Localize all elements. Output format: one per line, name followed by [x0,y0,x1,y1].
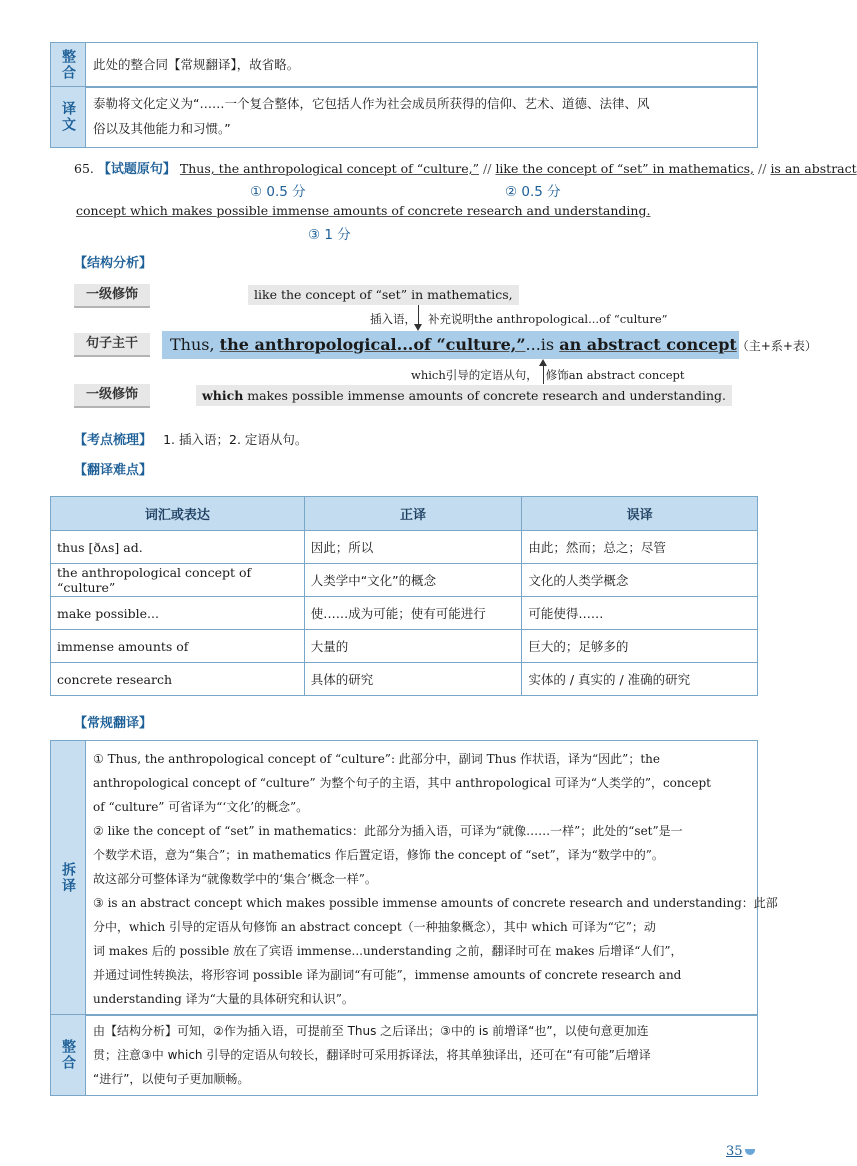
points-row [74,429,307,448]
segment-1: Thus, the anthropological concept of “culture,” [179,161,480,176]
table-header-row [51,497,758,531]
split-line: ① Thus, the anthropological concept of “culture”: 此部分中，副词 Thus 作状语，译为“因此”；the [93,752,660,766]
table-row [51,597,758,630]
regular-heading: 【常规翻译】 [74,716,153,731]
split-line: 故这部分可整体译为“就像数学中的‘集合’概念一样”。 [93,872,377,886]
split-line: ② like the concept of “set” in mathematics：此部分为插入语，可译为“就像……一样”；此处的“set”是一 [93,824,683,838]
term-cell: immense amounts of [51,630,305,663]
translation-line-1: 泰勒将文化定义为“……一个复合整体，它包括人作为社会成员所获得的信仰、艺术、道德、法律、风 [93,96,650,111]
structure-heading: 【结构分析】 [74,256,153,271]
split-line: of “culture” 可省译为“‘文化’的概念”。 [93,800,309,814]
table-row [51,630,758,663]
split-line: 分中，which 引导的定语从句修饰 an abstract concept（一种抽象概念），其中 which 可译为“它”；动 [93,920,656,934]
split-line: understanding 译为“大量的具体研究和认识”。 [93,992,354,1006]
split-label: 拆译 [51,741,86,1015]
column-header: 误译 [522,497,758,531]
translation-label: 译文 [51,87,86,147]
split-line: anthropological concept of “culture” 为整个句子的主语，其中 anthropological 可译为“人类学的”，concept [93,776,711,790]
term-cell: make possible... [51,597,305,630]
points-heading: 【考点梳理】 [74,433,153,448]
parenthetical-text: like the concept of “set” in mathematics, [248,285,519,305]
merge-line: “进行”，以使句子更加顺畅。 [93,1072,250,1086]
table-row [51,531,758,564]
wrong-translation-cell: 文化的人类学概念 [522,564,758,597]
main-clause-tag: 句子主干 [74,333,150,357]
top-summary-box [50,42,758,88]
term-cell: concrete research [51,663,305,696]
term-cell: thus [ðʌs] ad. [51,531,305,564]
score-3: ③ 1 分 [308,227,351,243]
split-line: ③ is an abstract concept which makes possible immense amounts of concrete research and understanding：此部 [93,896,778,910]
merge-line: 贯；注意③中 which 引导的定语从句较长，翻译时可采用拆译法，将其单独译出，还可在“有可能”后增译 [93,1048,651,1062]
right-translation-cell: 因此；所以 [304,531,522,564]
page-number: 35 [726,1144,755,1159]
separator-1: // [483,161,492,176]
clause-note: which引导的定语从句， 修饰an abstract concept [411,368,685,382]
split-translation-box [50,740,778,1016]
q65-sentence-line-1 [74,158,857,177]
main-clause: Thus, the anthropological...of “culture,”...is an abstract concept（主+系+表） [162,331,739,359]
arrow-down-head [414,324,422,331]
separator-2: // [758,161,767,176]
wrong-translation-cell: 巨大的；足够多的 [522,630,758,663]
right-translation-cell: 具体的研究 [304,663,522,696]
translation-line-2: 俗以及其他能力和习惯。” [93,121,231,136]
vocab-table [50,496,758,696]
split-line: 词 makes 后的 possible 放在了宾语 immense...understanding 之前，翻译时可在 makes 后增译“人们”， [93,944,683,958]
right-translation-cell: 大量的 [304,630,522,663]
original-sentence-tag: 【试题原句】 [97,162,176,177]
arrow-up-head [539,359,547,366]
points-text: 1. 插入语；2. 定语从句。 [163,432,308,447]
split-text [93,747,778,1011]
relative-clause: which makes possible immense amounts of concrete research and understanding. [196,385,732,406]
table-row [51,564,758,597]
merge-text-2 [93,1019,749,1091]
merge-text: 此处的整合同【常规翻译】，故省略。 [93,57,300,72]
difficulty-heading: 【翻译难点】 [74,463,153,478]
merge-line: 由【结构分析】可知，②作为插入语，可提前至 Thus 之后译出；③中的 is 前增译“也”，以使句意更加连 [93,1024,649,1038]
column-header: 词汇或表达 [51,497,305,531]
segment-3a: is an abstract [770,161,857,176]
score-2: ② 0.5 分 [505,184,561,200]
translation-box [50,86,758,148]
merge-translation-box [50,1014,758,1096]
score-1: ① 0.5 分 [250,184,306,200]
segment-3b: concept which makes possible immense amounts of concrete research and understanding. [76,203,651,218]
structure-pattern: （主+系+表） [736,339,817,353]
subject: the anthropological...of “culture,” [219,335,526,354]
merge-label-2: 整合 [51,1015,86,1095]
modifier-tag-top: 一级修饰 [74,284,150,308]
right-translation-cell: 使……成为可能；使有可能进行 [304,597,522,630]
modifier-tag-bottom: 一级修饰 [74,384,150,408]
predicative: an abstract concept [559,335,737,354]
segment-2: like the concept of “set” in mathematics, [495,161,755,176]
wrong-translation-cell: 可能使得…… [522,597,758,630]
split-line: 个数学术语，意为“集合”；in mathematics 作后置定语，修饰 the concept of “set”，译为“数学中的”。 [93,848,664,862]
right-translation-cell: 人类学中“文化”的概念 [304,564,522,597]
column-header: 正译 [304,497,522,531]
merge-label: 整合 [51,43,86,87]
book-icon [745,1149,755,1155]
split-line: 并通过词性转换法，将形容词 possible 译为副词“有可能”，immense amounts of concrete research and [93,968,682,982]
wrong-translation-cell: 实体的 / 真实的 / 准确的研究 [522,663,758,696]
table-row [51,663,758,696]
parenthetical-note: 插入语， 补充说明the anthropological...of “culture” [370,312,668,326]
wrong-translation-cell: 由此；然而；总之；尽管 [522,531,758,564]
term-cell: the anthropological concept of “culture” [51,564,305,597]
question-number: 65. [74,161,94,176]
